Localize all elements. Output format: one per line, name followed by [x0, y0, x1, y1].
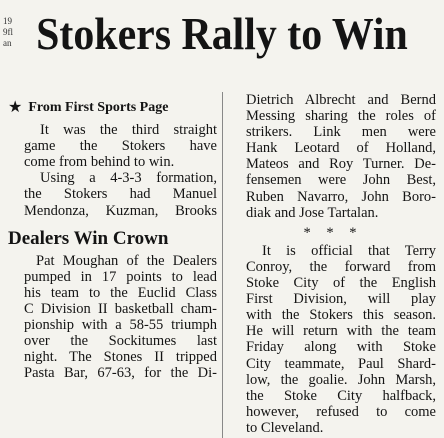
text-line: Stoke City of the English	[246, 275, 436, 292]
paragraph-5	[230, 243, 436, 436]
text-line: First Division, will play	[246, 291, 436, 308]
text-line: to Cleveland.	[246, 419, 324, 436]
paragraph-4	[230, 92, 436, 221]
text-line: his team to the Euclid Class	[24, 284, 217, 301]
text-line: City teammate, Paul Shard-	[246, 355, 436, 372]
text-line: Hank Leotard of Holland,	[246, 140, 436, 157]
text-line: Messing sharing the roles of	[246, 108, 436, 125]
text-line: Dietrich Albrecht and Bernd	[246, 92, 436, 108]
text-line: Pasta Bar, 67-63, for the Di-	[24, 365, 217, 382]
text-line: night. The Stones II tripped	[24, 349, 217, 366]
paragraph-1	[8, 122, 217, 170]
text-line: Conroy, the forward from	[246, 258, 436, 275]
text-line: however, refused to come	[246, 403, 436, 420]
text-line: fensemen were John Best,	[246, 172, 436, 189]
text-line: with the Stokers this season.	[246, 307, 436, 324]
left-column	[8, 100, 217, 381]
column-divider	[222, 92, 223, 438]
paragraph-3	[8, 253, 217, 382]
kicker-row	[8, 100, 217, 116]
paragraph-2	[8, 170, 217, 218]
text-line: the Stoke City halfback,	[246, 387, 436, 404]
right-column	[230, 92, 436, 436]
kicker: From First Sports Page	[28, 100, 169, 115]
text-line: Friday along with Stoke	[246, 339, 436, 356]
edge-fragment: 19 9fl an	[3, 16, 13, 48]
text-line: Pat Moughan of the Dealers	[36, 252, 217, 269]
star-icon: ★	[8, 99, 23, 117]
text-line: diak and Jose Tartalan.	[246, 204, 379, 221]
section-separator: * * *	[303, 224, 363, 241]
text-line: game the Stokers have	[24, 138, 217, 155]
text-line: Ruben Navarro, John Boro-	[246, 188, 436, 205]
text-line: Using a 4-3-3 formation,	[40, 170, 217, 187]
text-line: Mateos and Roy Turner. De-	[246, 156, 436, 173]
text-line: low, the goalie. John Marsh,	[246, 371, 436, 388]
text-line: over the Sockitumes last	[24, 333, 217, 350]
subheadline: Dealers Win Crown	[8, 227, 169, 249]
text-line: pumped in 17 points to lead	[24, 268, 217, 285]
text-line: pionship with a 58-55 triumph	[24, 317, 217, 334]
text-line: C Division II basketball cham-	[24, 300, 217, 317]
text-line: strikers. Link men were	[246, 124, 436, 141]
text-line: He will return with the team	[246, 323, 436, 340]
text-line: Mendonza, Kuzman, Brooks	[24, 202, 217, 219]
text-line: It was the third straight	[40, 122, 217, 139]
text-line: come from behind to win.	[24, 154, 175, 171]
headline: Stokers Rally to Win	[36, 9, 408, 59]
text-line: the Stokers had Manuel	[24, 186, 217, 203]
text-line: It is official that Terry	[262, 242, 436, 259]
